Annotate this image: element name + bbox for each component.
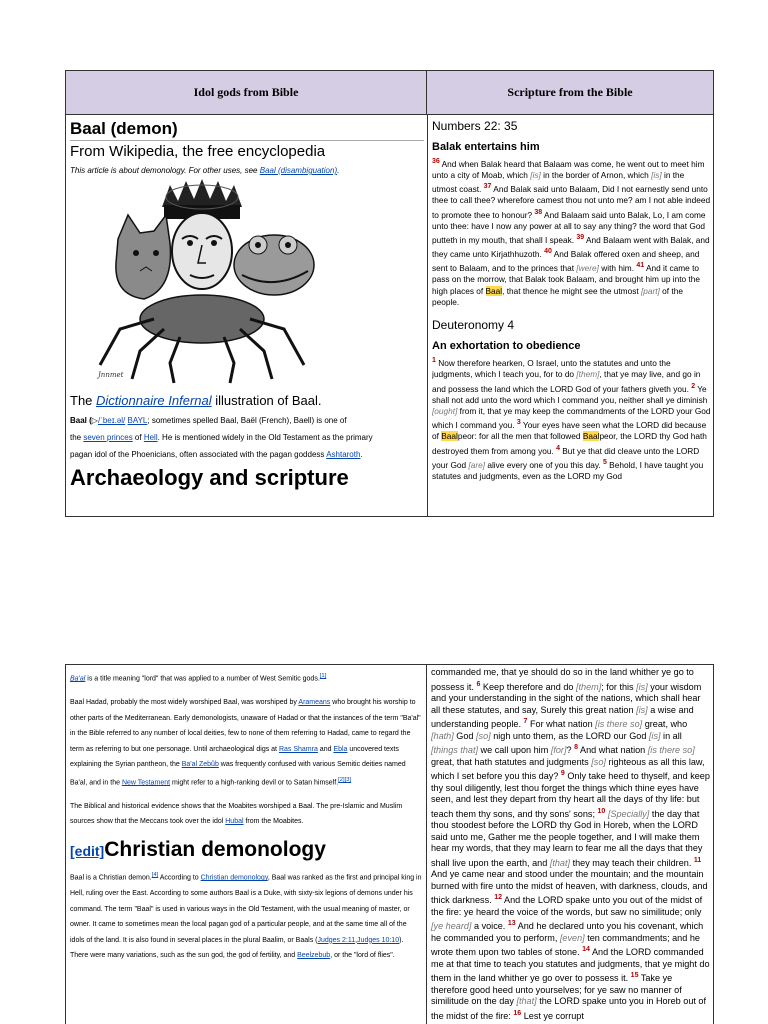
p4-text-e: , or the "lord of flies". <box>330 952 395 960</box>
article-title: Baal (demon) <box>70 119 424 141</box>
paragraph-baal-hadad <box>70 695 422 791</box>
col2-header: Scripture from the Bible <box>427 71 713 115</box>
p2-text-a: Baal Hadad, probably the most widely worshiped Baal, was worshiped by <box>70 698 299 706</box>
reference-1-link[interactable]: [1] <box>319 673 327 679</box>
hatnote <box>70 166 424 175</box>
judges-2-11-link[interactable]: Judges 2:11 <box>317 936 356 944</box>
intro-text-4: of <box>132 433 144 442</box>
reference-4-link[interactable]: [4] <box>151 872 159 878</box>
scripture-cell <box>432 119 711 515</box>
intro-text-2: ; sometimes spelled Baal, Baël (French), Baell) is one of <box>147 416 347 425</box>
beelzebub-link[interactable]: Beelzebub <box>297 952 331 960</box>
judges-10-10-link[interactable]: Judges 10:10 <box>357 936 400 944</box>
intro-text-7: . <box>360 450 363 459</box>
p3-text-b: from the Moabites. <box>243 818 304 826</box>
p2-text-b: who brought his worship to other parts of the Mediterranean. Early demonologists, unaware of Hadad or that the instances of the term "Ba'al" in the Bible referred to any number of local deities, few to none of them referring to Hadad, came to regard the term as referring to but one personage. Until archaeological digs at <box>70 698 421 753</box>
section-title-balak: Balak entertains him <box>432 141 540 153</box>
pronunciation-link[interactable]: /ˈbeɪ.əl/ <box>97 416 126 425</box>
dictionnaire-link[interactable]: Dictionnaire Infernal <box>96 393 212 408</box>
p4-text-b: According to <box>158 874 201 882</box>
article-subtitle: From Wikipedia, the free encyclopedia <box>70 143 326 160</box>
arameans-link[interactable]: Arameans <box>298 698 331 706</box>
p3-text-a: The Biblical and historical evidence shows that the Moabites worshiped a Baal. The pre-Islamic and Muslim sources show that the Meccans took over the idol <box>70 802 403 826</box>
wiki-continuation-cell <box>65 664 427 1024</box>
p1-text: is a title meaning "lord" that was applied to a number of West Semitic gods. <box>85 675 320 683</box>
col1-header: Idol gods from Bible <box>66 71 427 115</box>
section-heading-christian-demonology <box>70 838 422 862</box>
intro-paragraph <box>70 412 424 463</box>
baal-zebub-link[interactable]: Ba'al Zebûb <box>181 761 219 769</box>
scripture-continuation-cell <box>427 664 714 1024</box>
section-heading-archaeology: Archaeology and scripture <box>70 465 349 490</box>
intro-text-3: the <box>70 433 84 442</box>
christian-demonology-link[interactable]: Christian demonology <box>200 874 268 882</box>
scripture-reference-deuteronomy: Deuteronomy 4 <box>432 318 515 333</box>
deuteronomy-verses: $^1$ Now therefore hearken, O Israel, unto the statutes and unto the judgments, which I teach you, for to do [them], that ye may live, and go in and possess the land which the LORD God of your fathers giveth you. $^2$ Ye shall not add unto the word which I command you, neither shall ye diminish [ought] from it, that ye may keep the commandments of the LORD your God which I command you. $^3$ Your eyes have seen what the LORD did because of Baalpeor: for all the men that followed Baalpeor, the LORD thy God hath destroyed them from among you. $^4$ But ye that did cleave unto the LORD your God [are] alive every one of you this day. $^5$ Behold, I have taught you statutes and judgments, even as the LORD my God <box>432 357 711 481</box>
ebla-link[interactable]: Ebla <box>333 745 348 753</box>
speaker-icon[interactable]: ▷ <box>91 416 98 425</box>
scripture-table <box>65 70 714 517</box>
hubal-link[interactable]: Hubal <box>225 818 244 826</box>
hatnote-text: This article is about demonology. For other uses, see <box>70 166 260 175</box>
edit-section-link[interactable]: [edit] <box>70 843 105 859</box>
p4-text-d: ). There were many variations, such as the sun god, the god of fertility, and <box>70 936 404 960</box>
hell-link[interactable]: Hell <box>143 433 158 442</box>
p2-text-e: was frequently confused with various Semitic deities named Ba'al, and in the <box>70 761 406 787</box>
disambiguation-link[interactable]: Baal (disambiguation) <box>259 166 338 175</box>
paragraph-moabites <box>70 799 422 830</box>
seven-princes-link[interactable]: seven princes <box>83 433 133 442</box>
svg-text:Jnnmet: Jnnmet <box>98 371 124 379</box>
p2-text-d: uncovered texts explaining the Syrian pantheon, the <box>70 745 399 769</box>
section-title-exhortation: An exhortation to obedience <box>432 340 581 353</box>
deuteronomy-verses-continued: commanded me, that ye should do so in the land whither ye go to possess it. $^6$ Keep therefore and do [them]; for this [is] your wisdom and your understanding in the sight of the nations, which shall hear all these statutes, and say, Surely this great nation [is] a wise and understanding people. $^7$ For what nation [is there so] great, who [hath] God [so] nigh unto them, as the LORD our God [is] in all [things that] we call upon him [for]? $^8$ And what nation [is there so] great, that hath statutes and judgments [so] righteous as all this law, which I set before you this day? $^9$ Only take heed to thyself, and keep thy soul diligently, lest thou forget the things which thine eyes have seen, and lest they depart from thy heart all the days of thy life: but teach them thy sons, and thy sons' sons; $^{10}$ [Specially] the day that thou stoodest before the LORD thy God in Horeb, when the LORD said unto me, Gather me the people together, and I will make them hear my words, that they may learn to fear me all the days that they shall live upon the earth, and [that] they may teach their children. $^{11}$ And ye came near and stood under the mountain; and the mountain burned with fire unto the midst of heaven, with darkness, clouds, and thick darkness. $^{12}$ And the LORD spake unto you out of the midst of the fire: ye heard the voice of the words, but saw no similitude; only [ye heard] a voice. $^{13}$ And he declared unto you his covenant, which he commanded you to perform, [even] ten commandments; and he wrote them upon two tables of stone. $^{14}$ And the LORD commanded me at that time to teach you statutes and judgments, that ye might do them in the land whither ye go over to possess it. $^{15}$ Take ye therefore good heed unto yourselves; for ye saw no manner of similitude on the day [that] the LORD spake unto you in Horeb out of the midst of the fire: $^{16}$ Lest ye corrupt <box>431 667 710 1021</box>
intro-text-6: pagan idol of the Phoenicians, often associated with the pagan goddess <box>70 450 327 459</box>
scripture-reference-numbers: Numbers 22: 35 <box>432 119 518 133</box>
hatnote-end: . <box>337 166 340 175</box>
baal-engraving-image <box>70 179 340 385</box>
idol-cell <box>70 119 424 515</box>
intro-start: Baal ( <box>70 416 92 425</box>
p2-text-f: might refer to a high-ranking devil or to Satan himself. <box>170 779 339 787</box>
intro-text-5: . He is mentioned widely in the Old Testament as the primary <box>157 433 373 442</box>
p4-comma: , <box>355 936 358 944</box>
new-testament-link[interactable]: New Testament <box>121 779 171 787</box>
paragraph-christian-demon <box>70 868 422 964</box>
reference-2-3-link[interactable]: [2][3] <box>338 776 352 783</box>
p2-text-c: and <box>317 745 334 753</box>
respelling-link[interactable]: BAYL <box>127 416 148 425</box>
paragraph-baal-title <box>70 669 422 687</box>
image-caption <box>70 393 424 408</box>
caption-prefix: The <box>70 393 97 408</box>
p4-text-c: , Baal was ranked as the first and principal king in Hell, ruling over the East. According to some authors Baal is a Duke, with sixty-six legions of demons under his command. The term "Baal" is used in various ways in the Old Testament, with the usual meaning of master, or owner. It came to sometimes mean the local pagan god of a particular people, and at the same time all of the idols of the land. It is also found in several places in the plural Baalim, or Baals ( <box>70 874 422 944</box>
baal-link[interactable]: Ba'al <box>70 675 86 683</box>
ashtaroth-link[interactable]: Ashtaroth <box>326 450 361 459</box>
numbers-verses: $^{36}$ And when Balak heard that Balaam was come, he went out to meet him unto a city of Moab, which [is] in the border of Arnon, which [is] in the utmost coast. $^{37}$ And Balak said unto Balaam, Did I not earnestly send unto thee to call thee? wherefore camest thou not unto me? am I not able indeed to promote thee to honour? $^{38}$ And Balaam said unto Balak, Lo, I am come unto thee: have I now any power at all to say any thing? the word that God putteth in my mouth, that shall I speak. $^{39}$ And Balaam went with Balak, and they came unto Kirjathhuzoth. $^{40}$ And Balak offered oxen and sheep, and sent to Balaam, and to the princes that [were] with him. $^{41}$ And it came to pass on the morrow, that Balak took Balaam, and brought him up into the high places of Baal, that thence he might see the utmost [part] of the people. <box>432 158 711 307</box>
p4-text-a: Baal is a Christian demon. <box>70 874 152 882</box>
column-divider <box>427 115 428 516</box>
baal-illustration <box>70 179 340 385</box>
ras-shamra-link[interactable]: Ras Shamra <box>278 745 318 753</box>
christian-demonology-heading-text: Christian demonology <box>104 838 326 861</box>
caption-suffix: illustration of Baal. <box>211 393 322 408</box>
